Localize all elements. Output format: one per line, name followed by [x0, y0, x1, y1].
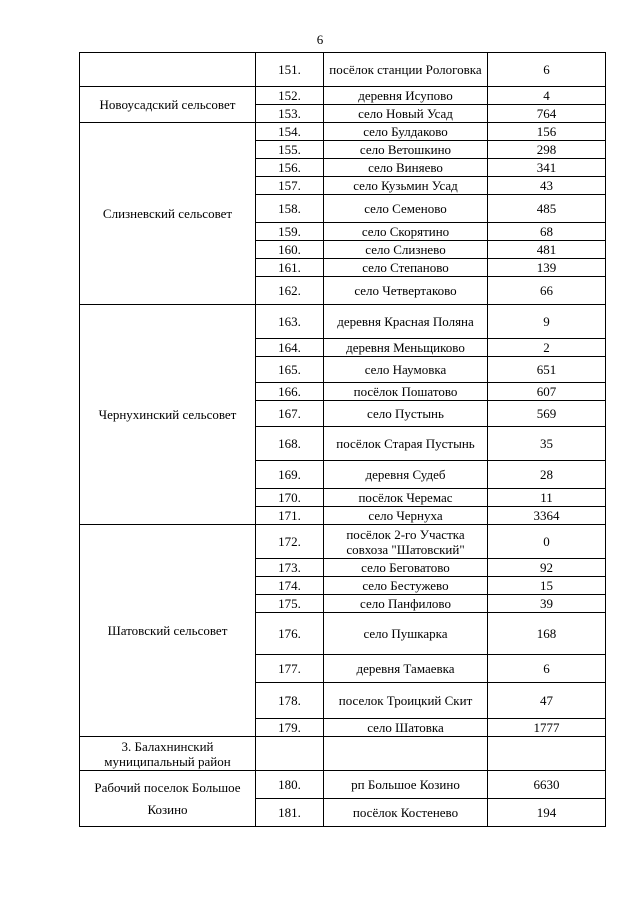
population: 607 [488, 383, 606, 401]
population: 651 [488, 357, 606, 383]
population: 66 [488, 277, 606, 305]
population: 481 [488, 241, 606, 259]
settlement-name: деревня Тамаевка [324, 655, 488, 683]
area-name: Слизневский сельсовет [80, 123, 256, 305]
row-number: 157. [256, 177, 324, 195]
row-number: 177. [256, 655, 324, 683]
population: 156 [488, 123, 606, 141]
area-name: Шатовский сельсовет [80, 525, 256, 737]
row-number: 165. [256, 357, 324, 383]
row-number: 159. [256, 223, 324, 241]
settlement-name: посёлок Костенево [324, 799, 488, 827]
settlement-name: село Бестужево [324, 577, 488, 595]
row-number-empty [256, 737, 324, 771]
row-number: 152. [256, 87, 324, 105]
area-name: Чернухинский сельсовет [80, 305, 256, 525]
table-row [80, 123, 606, 141]
population: 298 [488, 141, 606, 159]
row-number: 161. [256, 259, 324, 277]
population: 68 [488, 223, 606, 241]
population: 341 [488, 159, 606, 177]
row-number: 181. [256, 799, 324, 827]
population: 3364 [488, 507, 606, 525]
settlement-name: поселок Троицкий Скит [324, 683, 488, 719]
settlement-name: село Шатовка [324, 719, 488, 737]
settlement-name: деревня Исупово [324, 87, 488, 105]
page-number: 6 [316, 32, 324, 47]
settlement-name: село Панфилово [324, 595, 488, 613]
population: 2 [488, 339, 606, 357]
settlement-name: посёлок Черемас [324, 489, 488, 507]
population: 6 [488, 655, 606, 683]
area-name: Новоусадский сельсовет [80, 87, 256, 123]
settlement-name: село Ветошкино [324, 141, 488, 159]
table-row [80, 525, 606, 559]
row-number: 154. [256, 123, 324, 141]
row-number: 173. [256, 559, 324, 577]
row-number: 166. [256, 383, 324, 401]
settlement-name: село Пустынь [324, 401, 488, 427]
table-row [80, 737, 606, 771]
population: 39 [488, 595, 606, 613]
population: 92 [488, 559, 606, 577]
row-number: 156. [256, 159, 324, 177]
settlement-name-empty [324, 737, 488, 771]
table-row [80, 53, 606, 87]
row-number: 178. [256, 683, 324, 719]
table-row [80, 87, 606, 105]
population: 139 [488, 259, 606, 277]
settlement-name: посёлок Пошатово [324, 383, 488, 401]
population: 764 [488, 105, 606, 123]
row-number: 170. [256, 489, 324, 507]
settlement-name: село Беговатово [324, 559, 488, 577]
settlement-name: село Булдаково [324, 123, 488, 141]
settlement-name: село Пушкарка [324, 613, 488, 655]
population: 11 [488, 489, 606, 507]
row-number: 180. [256, 771, 324, 799]
population: 1777 [488, 719, 606, 737]
row-number: 167. [256, 401, 324, 427]
row-number: 162. [256, 277, 324, 305]
row-number: 169. [256, 461, 324, 489]
settlement-name: деревня Меньщиково [324, 339, 488, 357]
row-number: 168. [256, 427, 324, 461]
settlement-name: посёлок 2-го Участка совхоза "Шатовский" [324, 525, 488, 559]
row-number: 158. [256, 195, 324, 223]
row-number: 171. [256, 507, 324, 525]
population: 569 [488, 401, 606, 427]
population: 9 [488, 305, 606, 339]
district-name: 3. Балахнинский муниципальный район [80, 737, 256, 771]
population: 0 [488, 525, 606, 559]
area-name: Рабочий поселок Большое Козино [80, 771, 256, 827]
settlement-name: село Чернуха [324, 507, 488, 525]
row-number: 164. [256, 339, 324, 357]
settlement-name: село Четвертаково [324, 277, 488, 305]
population: 47 [488, 683, 606, 719]
settlement-name: посёлок станции Pологовка [324, 53, 488, 87]
row-number: 172. [256, 525, 324, 559]
settlement-name: село Семеново [324, 195, 488, 223]
row-number: 176. [256, 613, 324, 655]
settlement-name: село Скорятино [324, 223, 488, 241]
settlement-name: село Степаново [324, 259, 488, 277]
settlement-name: деревня Красная Поляна [324, 305, 488, 339]
population: 6 [488, 53, 606, 87]
population: 43 [488, 177, 606, 195]
row-number: 179. [256, 719, 324, 737]
population: 194 [488, 799, 606, 827]
settlement-name: село Слизнево [324, 241, 488, 259]
row-number: 163. [256, 305, 324, 339]
population: 15 [488, 577, 606, 595]
settlement-name: деревня Судеб [324, 461, 488, 489]
row-number: 153. [256, 105, 324, 123]
settlement-name: село Виняево [324, 159, 488, 177]
population: 28 [488, 461, 606, 489]
row-number: 151. [256, 53, 324, 87]
area-cell-empty [80, 53, 256, 87]
population: 168 [488, 613, 606, 655]
row-number: 155. [256, 141, 324, 159]
settlement-name: рп Большое Козино [324, 771, 488, 799]
table-row [80, 771, 606, 799]
population: 6630 [488, 771, 606, 799]
settlement-name: село Наумовка [324, 357, 488, 383]
table-row [80, 305, 606, 339]
row-number: 175. [256, 595, 324, 613]
settlement-name: село Новый Усад [324, 105, 488, 123]
population: 485 [488, 195, 606, 223]
row-number: 160. [256, 241, 324, 259]
row-number: 174. [256, 577, 324, 595]
settlements-table [79, 52, 606, 827]
population-empty [488, 737, 606, 771]
settlement-name: посёлок Старая Пустынь [324, 427, 488, 461]
population: 4 [488, 87, 606, 105]
population: 35 [488, 427, 606, 461]
settlement-name: село Кузьмин Усад [324, 177, 488, 195]
